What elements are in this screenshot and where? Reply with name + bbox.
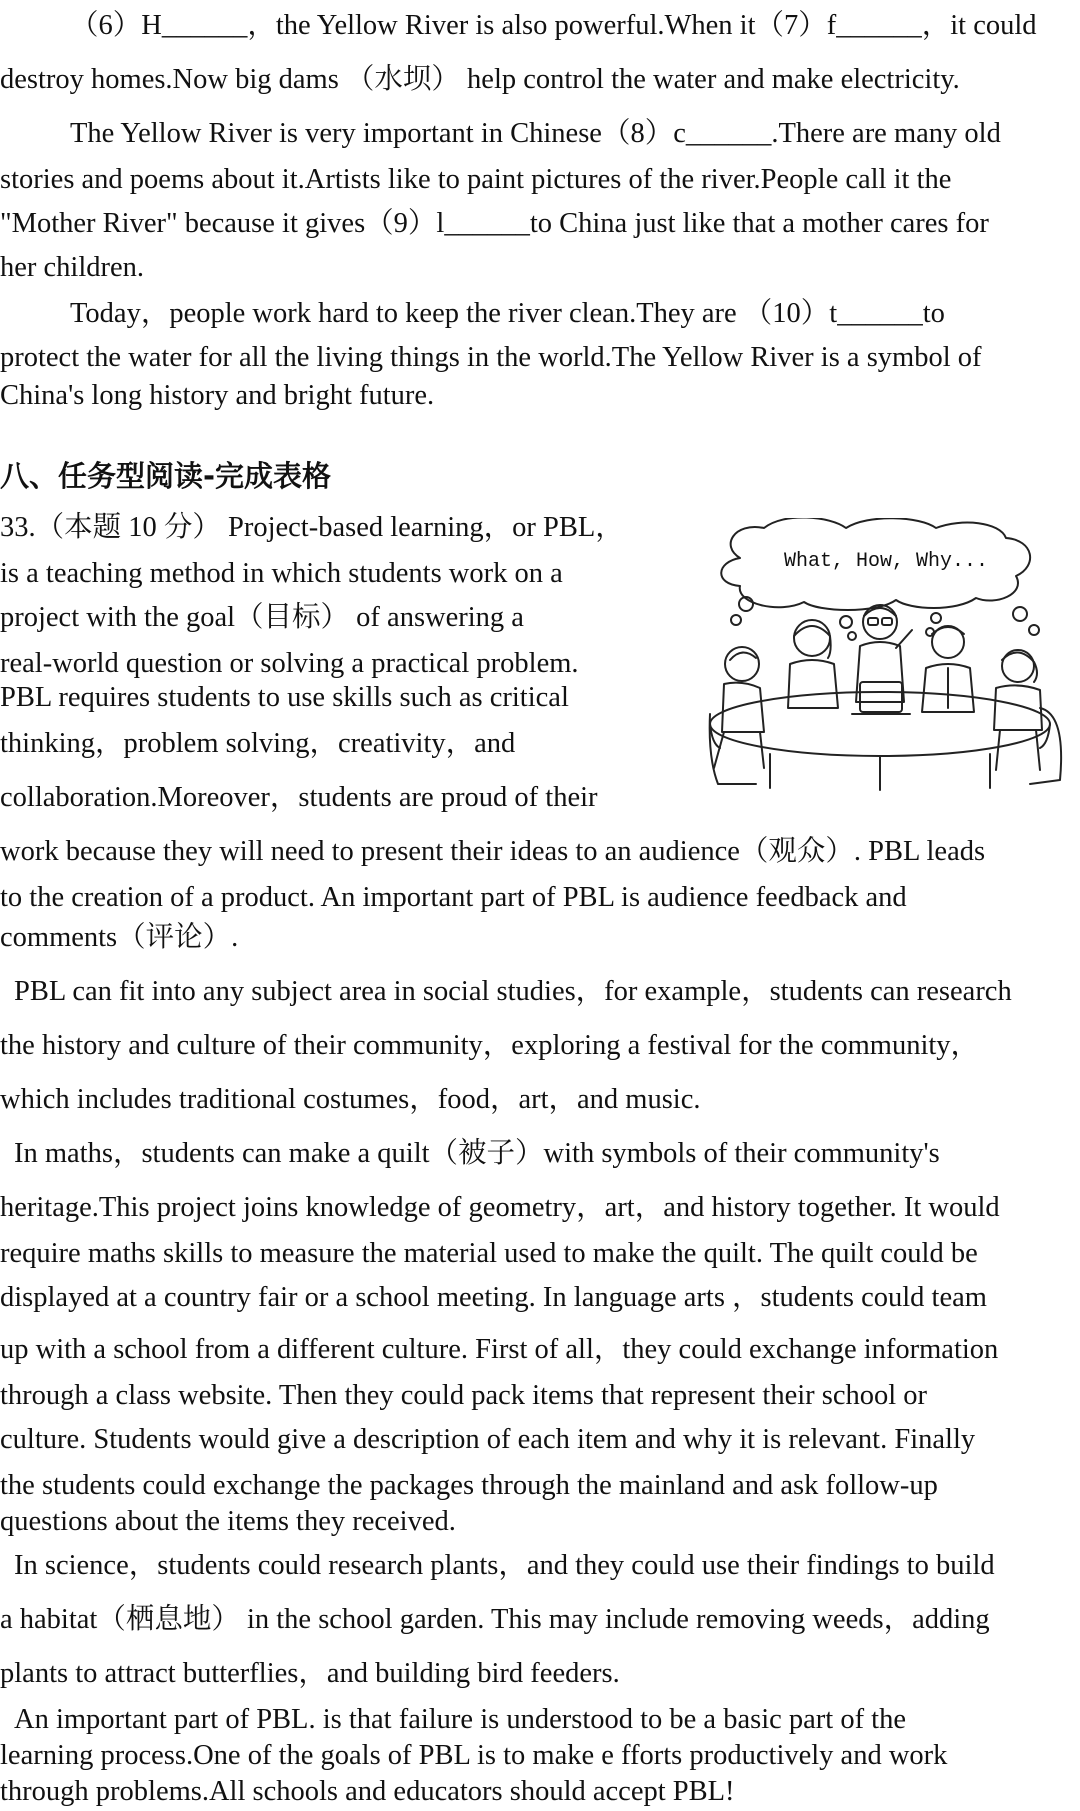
paragraph-line: her children. <box>0 252 145 283</box>
paragraph-line: Today，people work hard to keep the river clean.They are （10）t______to <box>70 298 945 329</box>
paragraph-line: is a teaching method in which students work on a <box>0 558 563 589</box>
paragraph-line: through problems.All schools and educators should accept PBL! <box>0 1776 735 1807</box>
paragraph-line: collaboration.Moreover，students are proud of their <box>0 782 598 813</box>
paragraph-line: PBL requires students to use skills such as critical <box>0 682 569 713</box>
bubble-text: What, How, Why... <box>783 550 989 573</box>
paragraph-line: to the creation of a product. An important part of PBL is audience feedback and <box>0 882 907 913</box>
paragraph-line: which includes traditional costumes，food，art，and music. <box>0 1084 701 1115</box>
paragraph-line: real-world question or solving a practical problem. <box>0 648 579 679</box>
pbl-discussion-illustration <box>700 518 1074 794</box>
paragraph-line: heritage.This project joins knowledge of geometry，art，and history together. It would <box>0 1192 1000 1223</box>
paragraph-line: （6）H______，the Yellow River is also powerful.When it（7）f______，it could <box>70 10 1037 41</box>
paragraph-line: questions about the items they received. <box>0 1506 456 1537</box>
section-heading: 八、任务型阅读-完成表格 <box>0 459 332 493</box>
paragraph-line: An important part of PBL. is that failure is understood to be a basic part of the <box>14 1704 907 1735</box>
paragraph-line: The Yellow River is very important in Chinese（8）c______.There are many old <box>70 118 1001 149</box>
paragraph-line: work because they will need to present their ideas to an audience（观众）. PBL leads <box>0 836 986 867</box>
paragraph-line: the history and culture of their community，exploring a festival for the community， <box>0 1030 980 1061</box>
paragraph-line: destroy homes.Now big dams （水坝） help control the water and make electricity. <box>0 64 960 95</box>
paragraph-line: China's long history and bright future. <box>0 380 435 411</box>
paragraph-line: In science，students could research plants，and they could use their findings to build <box>14 1550 995 1581</box>
paragraph-line: displayed at a country fair or a school meeting. In language arts ，students could team <box>0 1282 987 1313</box>
paragraph-line: a habitat（栖息地） in the school garden. This may include removing weeds，adding <box>0 1604 990 1635</box>
paragraph-line: "Mother River" because it gives（9）l______to China just like that a mother cares for <box>0 208 989 239</box>
paragraph-line: require maths skills to measure the material used to make the quilt. The quilt could be <box>0 1238 978 1269</box>
paragraph-line: through a class website. Then they could pack items that represent their school or <box>0 1380 928 1411</box>
question-line: 33.（本题 10 分） Project-based learning，or PBL， <box>0 512 624 543</box>
paragraph-line: plants to attract butterflies，and building bird feeders. <box>0 1658 620 1689</box>
paragraph-line: the students could exchange the packages through the mainland and ask follow-up <box>0 1470 938 1501</box>
paragraph-line: stories and poems about it.Artists like to paint pictures of the river.People call it the <box>0 164 952 195</box>
paragraph-line: culture. Students would give a description of each item and why it is relevant. Finally <box>0 1424 976 1455</box>
paragraph-line: up with a school from a different culture. First of all，they could exchange information <box>0 1334 999 1365</box>
paragraph-line: thinking，problem solving，creativity，and <box>0 728 516 759</box>
paragraph-line: protect the water for all the living things in the world.The Yellow River is a symbol of <box>0 342 982 373</box>
paragraph-line: PBL can fit into any subject area in social studies，for example，students can research <box>14 976 1012 1007</box>
paragraph-line: project with the goal（目标） of answering a <box>0 602 524 633</box>
paragraph-line: comments（评论）. <box>0 922 239 953</box>
paragraph-line: learning process.One of the goals of PBL is to make e fforts productively and work <box>0 1740 948 1771</box>
paragraph-line: In maths，students can make a quilt（被子）with symbols of their community's <box>14 1138 940 1169</box>
